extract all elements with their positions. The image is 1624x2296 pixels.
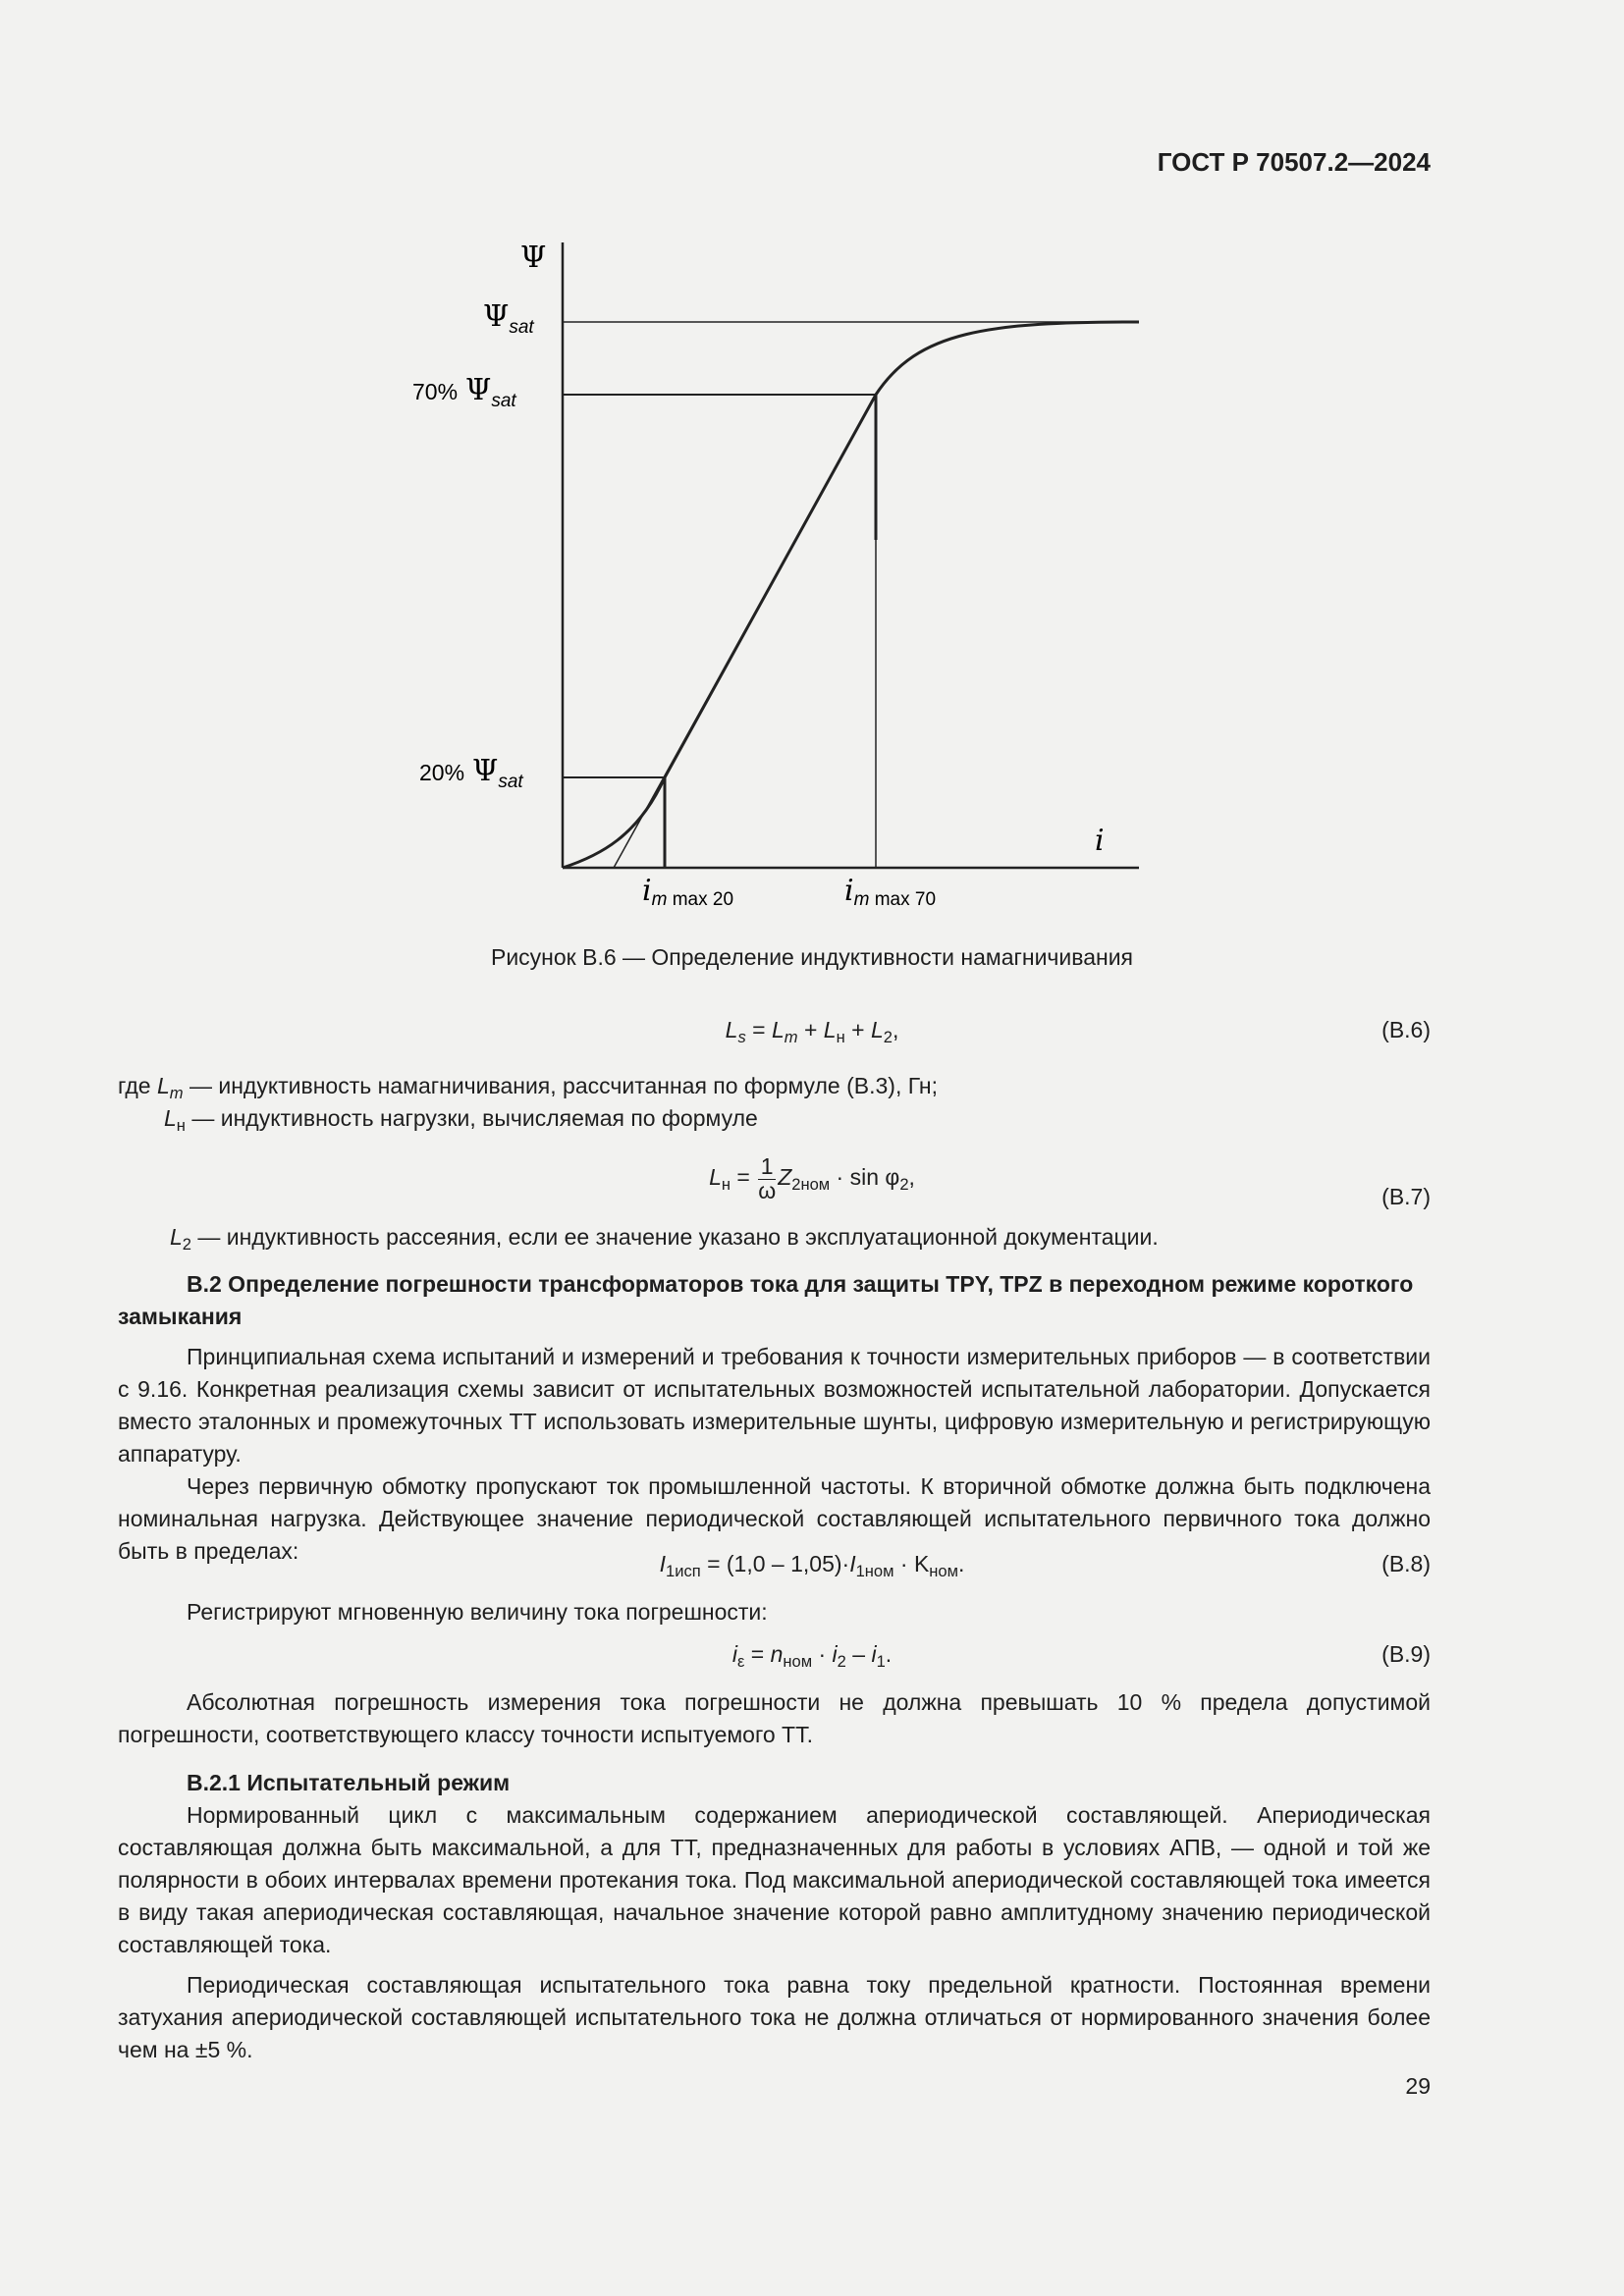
where-line-lm: где $L_m$ — индуктивность намагничивания, рассчитанная по формуле (В.3), Гн; — [118, 1073, 938, 1102]
section-b2-paragraph-4-block — [118, 1686, 1431, 1751]
psi-70-label: 70% $\Psi_{sat}$ — [412, 373, 516, 411]
im-max-70-label: im max 70 — [844, 874, 937, 910]
section-b21-paragraph-1: Нормированный цикл с максимальным содержанием апериодической составляющей. Апериодическая составляющая должна быть максимальной, а для ТТ, предназначенных для работы в условиях АПВ, — одной и той же полярности в обоих интервалах времени протекания тока. Под максимальной апериодической составляющей тока имеется в виду такая апериодическая составляющая, начальное значение которой равно амплитудному значению периодической составляющей тока. — [118, 1802, 1431, 1957]
formula-b6: $L_s = L_m + L_н + L_2$, — [725, 1017, 899, 1046]
where-line-l2: $L_2$ — индуктивность рассеяния, если ее значение указано в эксплуатационной документации. — [170, 1224, 1159, 1254]
im-max-20-label: im max 20 — [642, 874, 734, 910]
section-b2-heading: В.2 Определение погрешности трансформаторов тока для защиты TPY, TPZ в переходном режиме короткого замыкания — [118, 1271, 1414, 1329]
psi-sat-label: $\Psi_{sat}$ — [483, 299, 534, 338]
formula-b6-number: (В.6) — [1381, 1017, 1431, 1042]
formula-b9: $i_\varepsilon = n_{ном} \cdot i_2 - i_1$. — [731, 1641, 893, 1671]
section-b21 — [118, 1767, 1431, 2066]
formula-b7: $L_н$ = $\frac{1}{\omega}$ $Z_{2ном} \cdot \sin \varphi_2$, — [709, 1153, 915, 1203]
document-header-id: ГОСТ Р 70507.2—2024 — [1157, 147, 1431, 177]
section-b2-paragraph-3-block — [118, 1596, 1431, 1629]
formula-b9-number: (В.9) — [1381, 1641, 1431, 1667]
section-b2 — [118, 1268, 1431, 1568]
section-b21-heading: В.2.1 Испытательный режим — [187, 1770, 511, 1795]
formula-b8: $I_{1исп} = (1,0 - 1,05)\cdot I_{1ном} \cdot K_{ном}$. — [659, 1551, 965, 1580]
i-axis-label: i — [1095, 824, 1105, 858]
section-b2-paragraph-2: Через первичную обмотку пропускают ток промышленной частоты. К вторичной обмотке должна быть подключена номинальная нагрузка. Действующее значение периодической составляющей испытательного первичного тока должно быть в пределах: — [118, 1473, 1431, 1564]
magnetization-curve-figure — [393, 228, 1178, 915]
magnetization-curve — [563, 322, 1139, 868]
formula-b8-number: (В.8) — [1381, 1551, 1431, 1576]
psi-axis-label: Ψ — [520, 240, 547, 275]
formula-b7-number: (В.7) — [1381, 1184, 1431, 1209]
page-number: 29 — [1405, 2073, 1431, 2099]
section-b21-paragraph-2: Периодическая составляющая испытательного тока равна току предельной кратности. Постоянная времени затухания апериодической составляющей испытательного тока не должна отличаться от нормированного значения более чем на ±5 %. — [118, 1972, 1431, 2062]
where-line-ln: $L_н$ — индуктивность нагрузки, вычисляемая по формуле — [164, 1105, 758, 1135]
figure-caption: Рисунок В.6 — Определение индуктивности намагничивания — [490, 944, 1134, 970]
section-b2-paragraph-3: Регистрируют мгновенную величину тока погрешности: — [187, 1599, 768, 1625]
section-b2-paragraph-4: Абсолютная погрешность измерения тока погрешности не должна превышать 10 % предела допустимой погрешности, соответствующего классу точности испытуемого ТТ. — [118, 1689, 1431, 1747]
section-b2-paragraph-1: Принципиальная схема испытаний и измерений и требования к точности измерительных приборов — в соответствии с 9.16. Конкретная реализация схемы зависит от испытательных возможностей испытательной лаборатории. Допускается вместо эталонных и промежуточных ТТ использовать измерительные шунты, цифровую измерительную и регистрирующую аппаратуру. — [118, 1344, 1431, 1467]
psi-20-label: 20% $\Psi_{sat}$ — [419, 754, 523, 792]
